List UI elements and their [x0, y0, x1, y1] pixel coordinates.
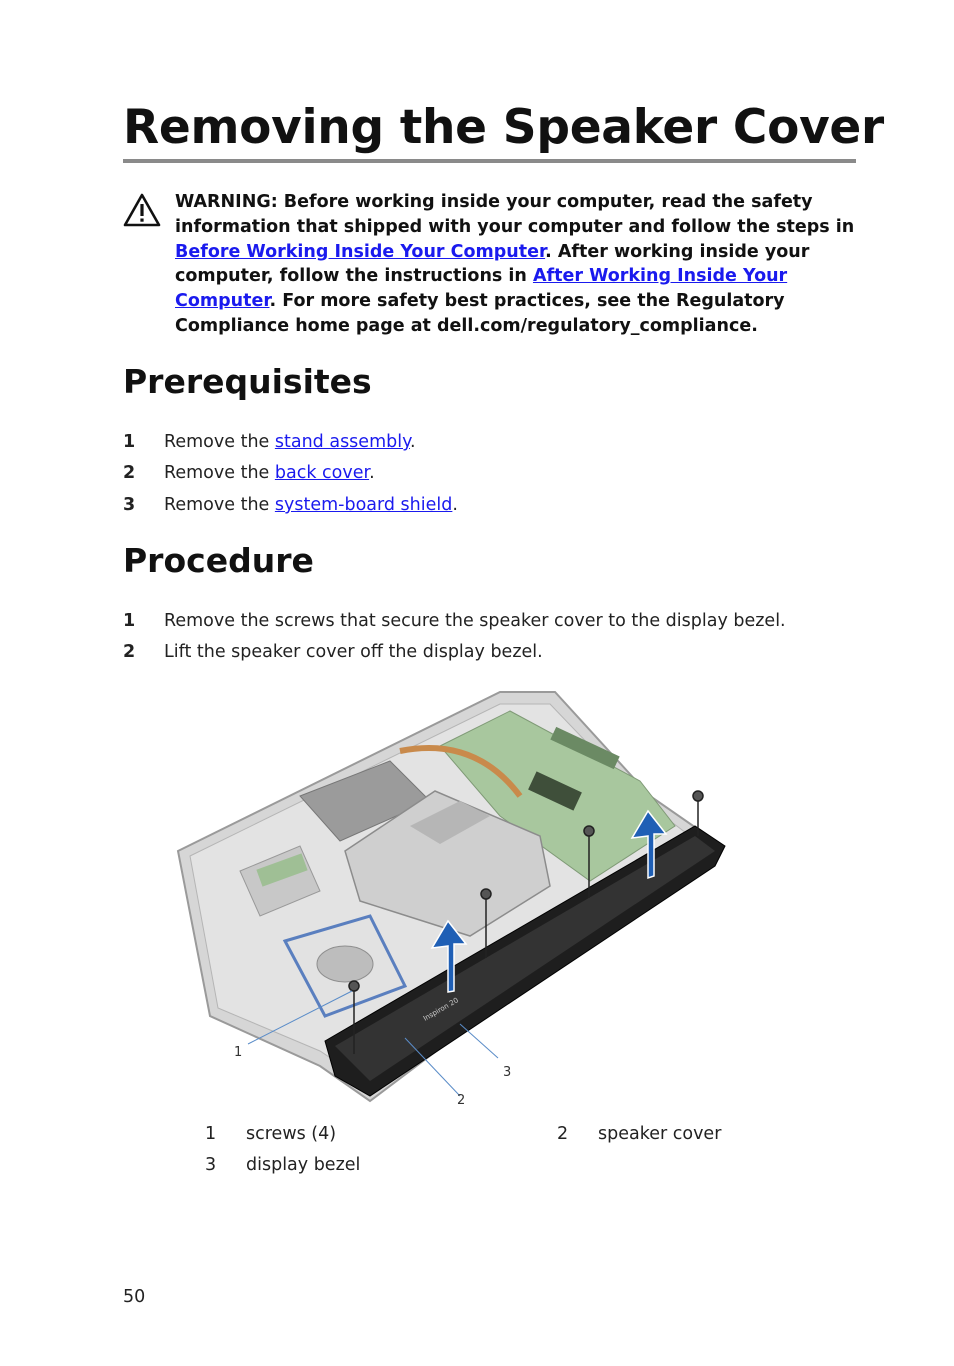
callout-1: 1	[234, 1045, 243, 1060]
legend-label-2: speaker cover	[598, 1124, 722, 1144]
speaker-cover-illustration	[170, 686, 740, 1111]
procedure-step-2: 2 Lift the speaker cover off the display bezel.	[123, 642, 543, 662]
title-rule	[123, 159, 856, 163]
system-board-shield-link[interactable]: system-board shield	[274, 495, 453, 515]
after-working-link[interactable]: After Working Inside Your Computer	[175, 266, 788, 312]
prerequisites-heading: Prerequisites	[123, 362, 372, 401]
callout-3: 3	[503, 1065, 512, 1080]
back-cover-link[interactable]: back cover	[274, 463, 370, 483]
procedure-step-1: 1 Remove the screws that secure the speaker cover to the display bezel.	[123, 611, 786, 631]
legend-label-1: screws (4)	[246, 1124, 337, 1144]
legend-num-2: 2	[557, 1124, 569, 1144]
warning-text: WARNING: Before working inside your computer, read the safety information that shipped with your computer and follow the steps in Before Working Inside Your Computer. After working inside your computer, follow the instructions in After Working Inside Your Computer. For more safety best practices, see the Regulatory Compliance home page at dell.com/regulatory_compliance.	[175, 192, 855, 336]
page-number: 50	[123, 1287, 146, 1307]
warning-triangle-icon	[123, 193, 161, 227]
prereq-step-1: 1 Remove the stand assembly.	[123, 432, 416, 452]
legend-num-3: 3	[205, 1155, 217, 1175]
callout-2: 2	[457, 1093, 466, 1108]
bezel-label: Inspiron 20	[422, 996, 460, 1023]
prereq-step-3: 3 Remove the system-board shield.	[123, 495, 458, 515]
stand-assembly-link[interactable]: stand assembly	[274, 432, 410, 452]
procedure-heading: Procedure	[123, 541, 314, 580]
legend-num-1: 1	[205, 1124, 217, 1144]
prereq-step-2: 2 Remove the back cover.	[123, 463, 375, 483]
page-title: Removing the Speaker Cover	[123, 100, 884, 155]
legend-label-3: display bezel	[246, 1155, 361, 1175]
before-working-link[interactable]: Before Working Inside Your Computer	[175, 241, 546, 262]
